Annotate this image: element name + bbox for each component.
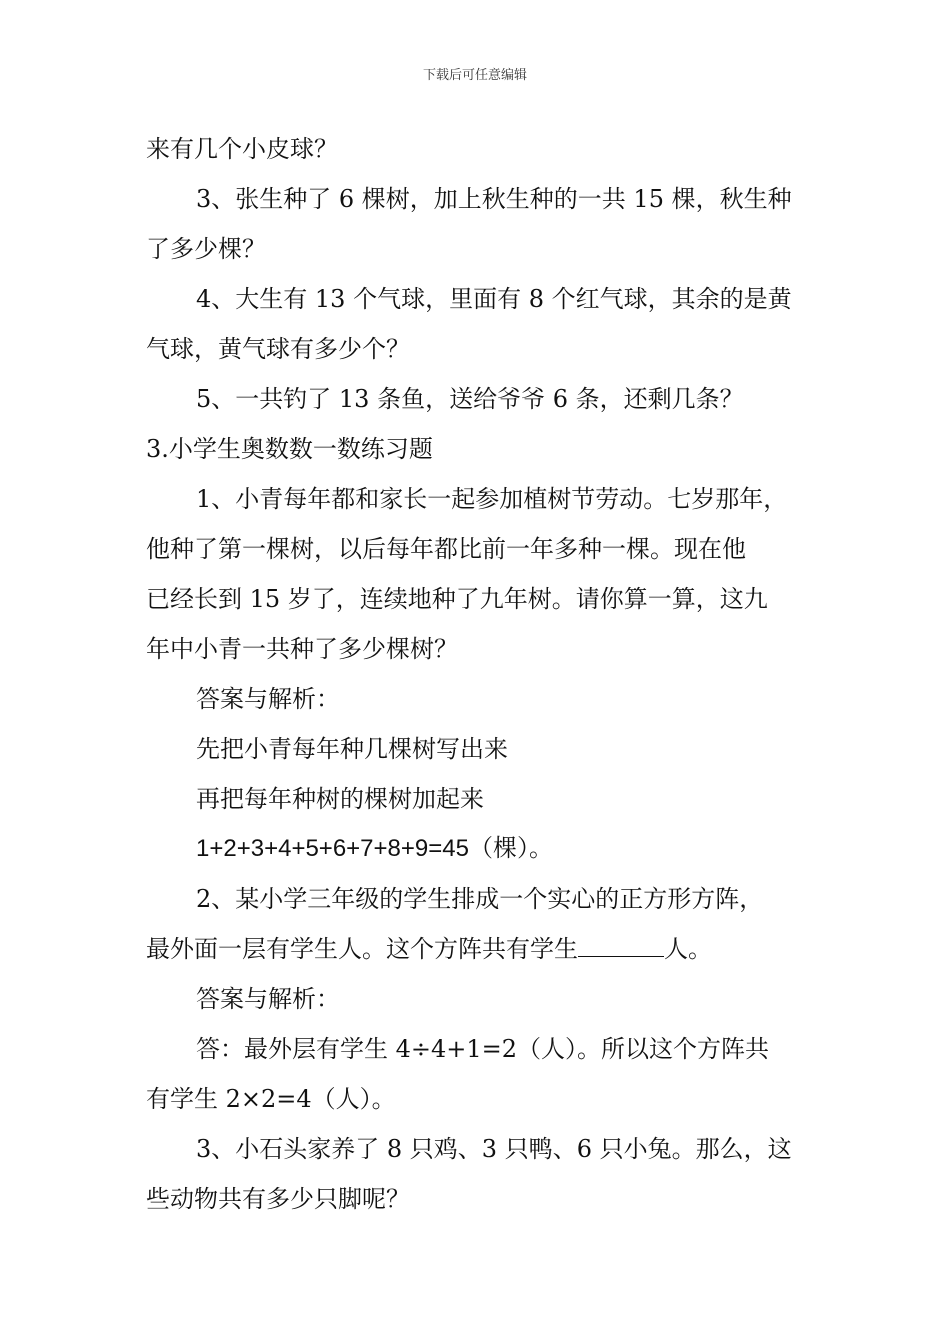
problem-3-line-2: 些动物共有多少只脚呢？ — [146, 1185, 410, 1213]
answer-line: 有学生 2×2=4（人）。 — [146, 1085, 396, 1113]
question-5-line: 5、一共钓了 13 条鱼，送给爷爷 6 条，还剩几条？ — [196, 385, 744, 413]
answer-line: 再把每年种树的棵树加起来 — [196, 785, 484, 813]
problem-2-text-after-blank: 人。 — [664, 935, 712, 963]
problem-3-line-1: 3、小石头家养了 8 只鸡、3 只鸭、6 只小兔。那么，这 — [196, 1135, 792, 1163]
answer-line: 答：最外层有学生 4÷4+1=2（人）。所以这个方阵共 — [196, 1035, 770, 1063]
answer-formula: 1+2+3+4+5+6+7+8+9=45（棵）。 — [196, 835, 553, 862]
problem-1-line-2: 他种了第一棵树，以后每年都比前一年多种一棵。现在他 — [146, 535, 746, 563]
page-header: 下载后可任意编辑 — [422, 68, 527, 83]
problem-2-line-2 — [146, 934, 712, 964]
problem-1-line-1: 1、小青每年都和家长一起参加植树节劳动。七岁那年， — [196, 485, 788, 513]
question-4-line-1: 4、大生有 13 个气球，里面有 8 个红气球，其余的是黄 — [196, 285, 792, 313]
question-3-line-2: 了多少棵？ — [146, 235, 266, 263]
answer-blank — [578, 934, 664, 957]
answer-line: 先把小青每年种几棵树写出来 — [196, 735, 508, 763]
problem-2-text-before-blank: 最外面一层有学生人。这个方阵共有学生 — [146, 935, 578, 963]
problem-1-line-4: 年中小青一共种了多少棵树？ — [146, 635, 458, 663]
section-heading: 3.小学生奥数数一数练习题 — [146, 435, 433, 463]
question-3-line-1: 3、张生种了 6 棵树，加上秋生种的一共 15 棵，秋生种 — [196, 185, 792, 213]
question-4-line-2: 气球，黄气球有多少个？ — [146, 335, 410, 363]
problem-1-line-3: 已经长到 15 岁了，连续地种了九年树。请你算一算，这九 — [146, 585, 768, 613]
answer-heading: 答案与解析： — [196, 985, 340, 1013]
problem-2-line-1: 2、某小学三年级的学生排成一个实心的正方形方阵， — [196, 885, 764, 913]
text-line: 来有几个小皮球？ — [146, 135, 338, 163]
answer-heading: 答案与解析： — [196, 685, 340, 713]
